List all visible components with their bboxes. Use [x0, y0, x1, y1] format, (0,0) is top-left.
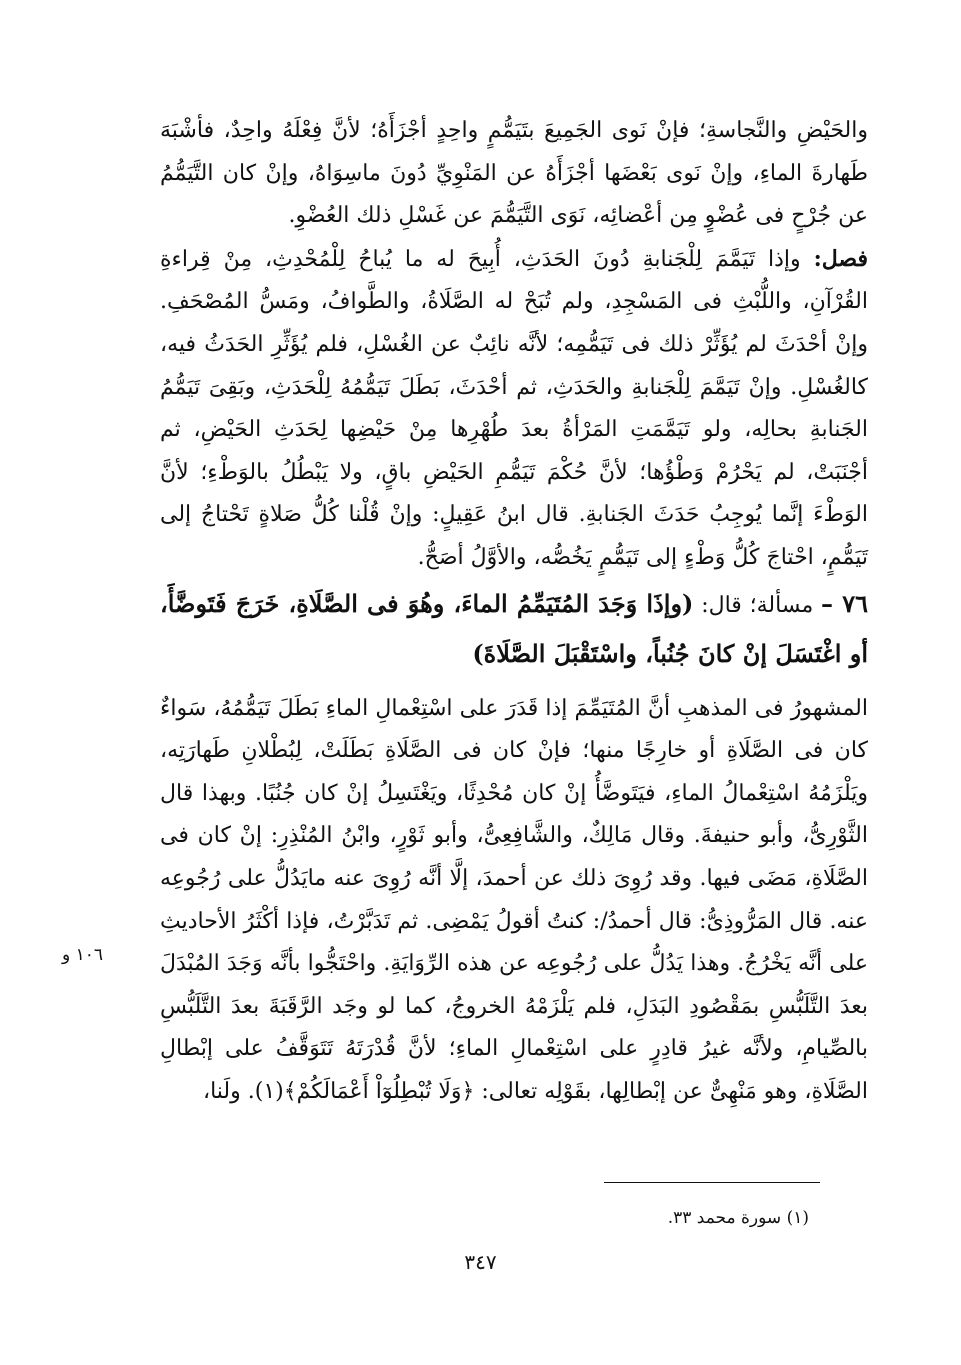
fasl-text: وإذا تَيَمَّمَ لِلْجَنابةِ دُونَ الحَدَثِ، أُبِيحَ له ما يُباحُ لِلْمُحْدِثِ، مِنْ قِراءةِ القُرْآنِ، واللُّبْثِ فى المَسْجِدِ، ولم تُبَحْ له الصَّلَاةُ، والطَّوافُ، ومَسُّ المُصْحَفِ. وإنْ أحْدَثَ لم يُؤَثِّرْ ذلك فى تَيَمُّمِه؛ لأنَّه نائِبٌ عن الغُسْلِ، فلم يُؤَثِّرِ الحَدَثُ فيه، كالغُسْلِ. وإنْ تَيَمَّمَ لِلْجَنابةِ والحَدَثِ، ثم أحْدَثَ، بَطَلَ تَيَمُّمُهُ لِلْحَدَثِ، وبَقِىَ تَيَمُّمُ الجَنابةِ بحالِه، ولو تَيَمَّمَتِ المَرْأةُ بعدَ طُهْرِها مِنْ حَيْضِها لِحَدَثِ الحَيْضِ، ثم أجْنَبَتْ، لم يَحْرُمْ وَطْؤُها؛ لأنَّ حُكْمَ تَيَمُّمِ الحَيْضِ باقٍ، ولا يَبْطُلُ بالوَطْءِ؛ لأنَّ الوَطْءَ إنَّما يُوجِبُ حَدَثَ الجَنابةِ. قال ابنُ عَقِيلٍ: وإنْ قُلْنا كُلُّ صَلاةٍ تَحْتاجُ إلى تَيَمُّمٍ، احْتاجَ كُلُّ وَطْءٍ إلى تَيَمُّمٍ يَخُصُّه، والأوَّلُ أصَحُّ. — [160, 246, 869, 570]
paragraph-fasl — [160, 238, 868, 580]
masala-heading — [160, 580, 868, 678]
masala-text: (وإذَا وَجَدَ المُتَيَمِّمُ الماءَ، وهُوَ فى الصَّلَاةِ، خَرَجَ فَتَوضَّأَ، أو اغْتَسَلَ إنْ كانَ جُنُباً، واسْتَقْبَلَ الصَّلَاةَ) — [160, 588, 868, 668]
masala-meta: مسألة؛ قال: — [693, 592, 822, 618]
paragraph-intro: والحَيْضِ والنَّجاسةِ؛ فإنْ نَوى الجَمِيعَ بتَيَمُّمٍ واحِدٍ أجْزَأَهُ؛ لأنَّ فِعْلَهُ واحِدٌ، فأشْبَهَ طَهارةَ الماءِ، وإنْ نَوى بَعْضَها أجْزَأَهُ عن المَنْوِيِّ دُونَ ماسِوَاهُ، وإنْ كان التَّيَمُّمُ عن جُرْحٍ فى عُضْوٍ مِن أعْضائِه، نَوَى التَّيَمُّمَ عن غَسْلِ ذلك العُضْوِ. — [160, 118, 868, 229]
paragraph-commentary: المشهورُ فى المذهبِ أنَّ المُتَيَمِّمَ إذا قَدَرَ على اسْتِعْمالِ الماءِ بَطَلَ تَيَمُّمُهُ، سَواءٌ كان فى الصَّلَاةِ أو خارِجًا منها؛ فإنْ كان فى الصَّلَاةِ بَطَلَتْ، لِبُطْلانِ طَهارَتِه، ويَلْزَمُهُ اسْتِعْمالُ الماءِ، فيَتَوضَّأُ إنْ كان مُحْدِثًا، ويَغْتَسِلُ إنْ كان جُنُبًا. وبهذا قال الثَّوْرِىُّ، وأبو حنيفةَ. وقال مَالِكٌ، والشَّافِعِىُّ، وأبو ثَوْرٍ، وابْنُ المُنْذِرِ: إنْ كان فى الصَّلَاةِ، مَضَى فيها. وقد رُوِىَ ذلك عن أحمدَ، إلَّا أنَّه رُوِىَ عنه مايَدُلُّ على رُجُوعِه عنه. قال المَرُّوذِىُّ: قال أحمدُ/: كنتُ أقولُ يَمْضِى. ثم تَدَبَّرْتُ، فإذا أكْثَرُ الأحاديثِ على أنَّه يَخْرُجُ. وهذا يَدُلُّ على رُجُوعِه عن هذه الرِّوَايَةِ. واحْتَجُّوا بأنَّه وَجَدَ المُبْدَلَ بعدَ التَّلَبُّسِ بمَقْصُودِ البَدَلِ، فلم يَلْزَمْهُ الخروجُ، كما لو وجَد الرَّقَبَةَ بعدَ التَّلَبُّسِ بالصِّيامِ، ولأنَّه غيرُ قادِرٍ على اسْتِعْمالِ الماءِ؛ لأنَّ قُدْرَتَهُ تَتَوَقَّفُ على إبْطالِ الصَّلَاةِ، وهو مَنْهِىٌّ عن إبْطالِها، بقَوْلِه تعالى: ﴿وَلَا تُبْطِلُوٓاْ أَعْمَالَكُمْ﴾(١). ولَنا، — [160, 695, 868, 1104]
footnote: (١) سورة محمد ٣٣. — [667, 1208, 809, 1228]
manuscript-folio-marker: ١٠٦ و — [62, 945, 104, 965]
fasl-label: فصل: — [813, 245, 868, 272]
page-number: ٣٤٧ — [464, 1250, 497, 1274]
masala-number: ٧٦ – — [821, 588, 868, 618]
main-text-block — [160, 110, 868, 1113]
footnote-divider — [604, 1182, 820, 1183]
